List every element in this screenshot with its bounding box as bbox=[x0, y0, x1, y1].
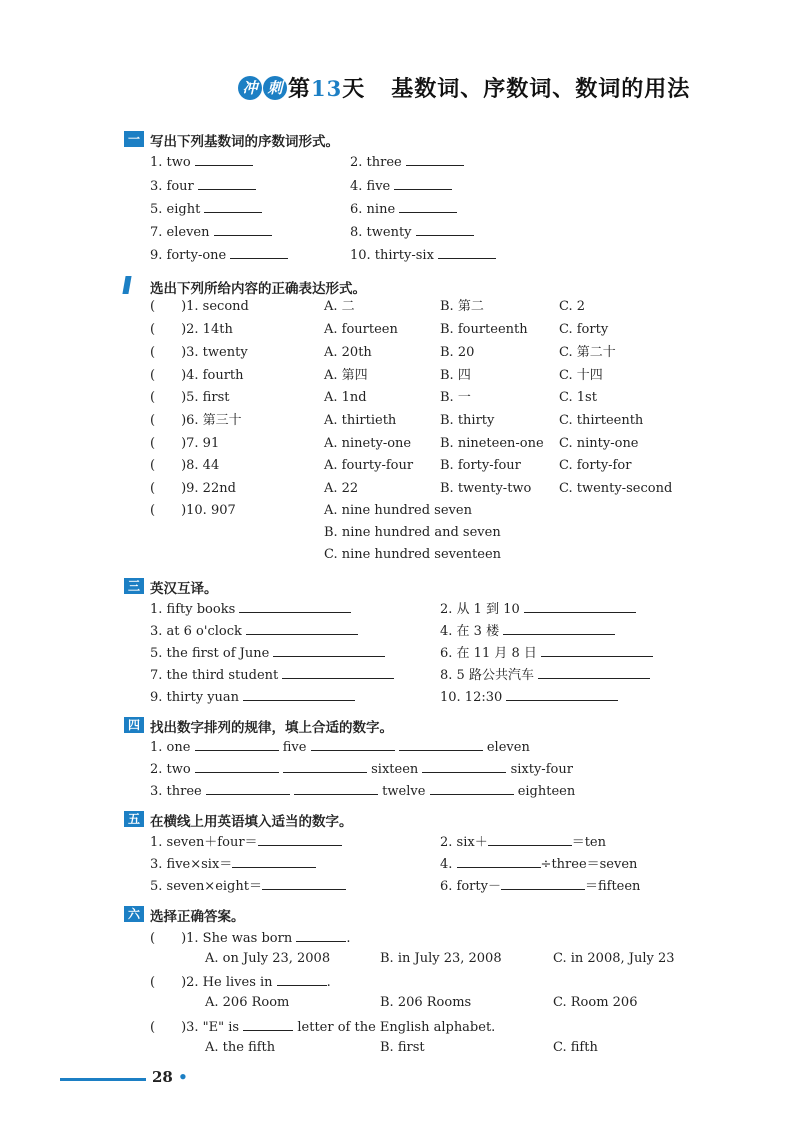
exercise-item: 2. six＋ ＝ten bbox=[440, 835, 606, 850]
section-badge: 三 bbox=[124, 578, 144, 594]
answer-blank[interactable] bbox=[195, 760, 279, 773]
exercise-item: 5. seven×eight＝ bbox=[150, 877, 346, 895]
option-c: C. 十四 bbox=[559, 368, 603, 383]
exercise-item: 3. five×six＝ bbox=[150, 855, 316, 873]
question-item: ( )5. first bbox=[150, 390, 230, 405]
answer-blank[interactable] bbox=[538, 666, 650, 679]
exercise-item: 3. three twelve eighteen bbox=[150, 784, 576, 799]
exercise-item: 8. twenty bbox=[350, 223, 474, 241]
question-item: ( )1. second bbox=[150, 299, 249, 314]
section-title: 英汉互译。 bbox=[150, 581, 218, 597]
section-badge: 一 bbox=[124, 131, 144, 147]
option-a: A. 206 Room bbox=[205, 995, 290, 1010]
exercise-item: 8. 5 路公共汽车 bbox=[440, 666, 650, 684]
answer-blank[interactable] bbox=[394, 177, 452, 190]
section-badge: 五 bbox=[124, 811, 144, 827]
option-c: C. forty-for bbox=[559, 458, 632, 473]
section-title: 选出下列所给内容的正确表达形式。 bbox=[150, 281, 366, 297]
badge-char: 刺 bbox=[263, 76, 287, 100]
option-a: A. 20th bbox=[324, 345, 372, 360]
exercise-item: 3. at 6 o'clock bbox=[150, 622, 358, 640]
section-title: 写出下列基数词的序数词形式。 bbox=[150, 134, 339, 150]
option-a: A. ninety-one bbox=[324, 436, 412, 451]
option-a: A. nine hundred seven bbox=[324, 503, 472, 518]
question-stem: ( )3. "E" is letter of the English alphabet. bbox=[150, 1020, 496, 1035]
option-a: A. 1nd bbox=[324, 390, 367, 405]
answer-blank[interactable] bbox=[277, 973, 327, 986]
answer-blank[interactable] bbox=[296, 929, 346, 942]
section-badge: 四 bbox=[124, 717, 144, 733]
exercise-item: 1. fifty books bbox=[150, 600, 351, 618]
option-b: B. 206 Rooms bbox=[380, 995, 472, 1010]
option-a: A. fourteen bbox=[324, 322, 398, 337]
answer-blank[interactable] bbox=[501, 877, 585, 890]
answer-blank[interactable] bbox=[204, 200, 262, 213]
option-b: B. in July 23, 2008 bbox=[380, 951, 502, 966]
option-c: C. in 2008, July 23 bbox=[553, 951, 675, 966]
answer-blank[interactable] bbox=[214, 223, 272, 236]
answer-blank[interactable] bbox=[524, 600, 636, 613]
option-b: B. 第二 bbox=[440, 299, 484, 314]
answer-blank[interactable] bbox=[422, 760, 506, 773]
question-item: ( )4. fourth bbox=[150, 368, 244, 383]
option-b: B. 20 bbox=[440, 345, 475, 360]
section-title: 找出数字排列的规律，填上合适的数字。 bbox=[150, 720, 393, 736]
section-title: 在横线上用英语填入适当的数字。 bbox=[150, 814, 353, 830]
option-b: B. nineteen-one bbox=[440, 436, 544, 451]
answer-blank[interactable] bbox=[399, 738, 483, 751]
option-c: C. ninty-one bbox=[559, 436, 639, 451]
exercise-item: 7. eleven bbox=[150, 223, 272, 241]
answer-blank[interactable] bbox=[294, 782, 378, 795]
question-item: ( )9. 22nd bbox=[150, 481, 236, 496]
exercise-item: 1. seven＋four＝ bbox=[150, 833, 342, 851]
answer-blank[interactable] bbox=[457, 855, 541, 868]
option-b: B. 四 bbox=[440, 368, 471, 383]
answer-blank[interactable] bbox=[206, 782, 290, 795]
exercise-item: 6. 在 11 月 8 日 bbox=[440, 644, 653, 662]
exercise-item: 10. thirty-six bbox=[350, 246, 496, 264]
answer-blank[interactable] bbox=[198, 177, 256, 190]
option-c: C. fifth bbox=[553, 1040, 598, 1055]
answer-blank[interactable] bbox=[243, 688, 355, 701]
question-item: ( )2. 14th bbox=[150, 322, 233, 337]
option-a: A. 第四 bbox=[324, 368, 368, 383]
exercise-item: 5. the first of June bbox=[150, 644, 385, 662]
answer-blank[interactable] bbox=[230, 246, 288, 259]
option-b: B. fourteenth bbox=[440, 322, 528, 337]
answer-blank[interactable] bbox=[430, 782, 514, 795]
page-number: 28 • bbox=[152, 1068, 188, 1086]
exercise-item: 7. the third student bbox=[150, 666, 394, 684]
answer-blank[interactable] bbox=[406, 153, 464, 166]
option-c: C. Room 206 bbox=[553, 995, 638, 1010]
exercise-item: 4. ÷three＝seven bbox=[440, 857, 638, 872]
exercise-item: 6. nine bbox=[350, 200, 457, 218]
option-b: B. forty-four bbox=[440, 458, 521, 473]
page-title: 第13天 基数词、序数词、数词的用法 bbox=[288, 76, 691, 102]
exercise-item: 10. 12:30 bbox=[440, 688, 618, 706]
exercise-item: 2. three bbox=[350, 153, 464, 171]
answer-blank[interactable] bbox=[416, 223, 474, 236]
exercise-item: 4. 在 3 楼 bbox=[440, 622, 615, 640]
answer-blank[interactable] bbox=[273, 644, 385, 657]
footer-rule bbox=[60, 1078, 146, 1081]
answer-blank[interactable] bbox=[258, 833, 342, 846]
option-b: B. nine hundred and seven bbox=[324, 525, 501, 540]
answer-blank[interactable] bbox=[262, 877, 346, 890]
option-a: A. the fifth bbox=[205, 1040, 276, 1055]
sprint-badge bbox=[238, 76, 287, 100]
question-item: ( )3. twenty bbox=[150, 345, 248, 360]
option-c: C. forty bbox=[559, 322, 609, 337]
question-item: ( )10. 907 bbox=[150, 503, 236, 518]
answer-blank[interactable] bbox=[399, 200, 457, 213]
exercise-item: 1. one five eleven bbox=[150, 740, 530, 755]
option-c: C. 第二十 bbox=[559, 345, 616, 360]
exercise-item: 1. two bbox=[150, 153, 253, 171]
question-stem: ( )2. He lives in . bbox=[150, 975, 331, 990]
exercise-item: 9. forty-one bbox=[150, 246, 288, 264]
exercise-item: 4. five bbox=[350, 177, 452, 195]
answer-blank[interactable] bbox=[311, 738, 395, 751]
answer-blank[interactable] bbox=[243, 1018, 293, 1031]
answer-blank[interactable] bbox=[488, 833, 572, 846]
answer-blank[interactable] bbox=[283, 760, 367, 773]
option-c: C. 2 bbox=[559, 299, 586, 314]
option-b: B. twenty-two bbox=[440, 481, 532, 496]
option-c: C. nine hundred seventeen bbox=[324, 547, 502, 562]
option-c: C. thirteenth bbox=[559, 413, 644, 428]
option-c: C. 1st bbox=[559, 390, 597, 405]
answer-blank[interactable] bbox=[506, 688, 618, 701]
answer-blank[interactable] bbox=[195, 738, 279, 751]
badge-char: 冲 bbox=[238, 76, 262, 100]
option-a: A. 二 bbox=[324, 299, 355, 314]
option-b: B. first bbox=[380, 1040, 425, 1055]
answer-blank[interactable] bbox=[195, 153, 253, 166]
exercise-item: 6. forty－ ＝fifteen bbox=[440, 879, 641, 894]
option-b: B. thirty bbox=[440, 413, 495, 428]
exercise-item: 2. two sixteen sixty-four bbox=[150, 762, 573, 777]
section-badge: 六 bbox=[124, 906, 144, 922]
question-item: ( )7. 91 bbox=[150, 436, 220, 451]
option-a: A. on July 23, 2008 bbox=[205, 951, 331, 966]
question-item: ( )8. 44 bbox=[150, 458, 220, 473]
exercise-item: 5. eight bbox=[150, 200, 262, 218]
exercise-item: 9. thirty yuan bbox=[150, 688, 355, 706]
answer-blank[interactable] bbox=[438, 246, 496, 259]
option-a: A. fourty-four bbox=[324, 458, 414, 473]
answer-blank[interactable] bbox=[246, 622, 358, 635]
exercise-item: 2. 从 1 到 10 bbox=[440, 600, 636, 618]
option-c: C. twenty-second bbox=[559, 481, 673, 496]
question-item: ( )6. 第三十 bbox=[150, 413, 242, 428]
option-a: A. thirtieth bbox=[324, 413, 397, 428]
answer-blank[interactable] bbox=[232, 855, 316, 868]
answer-blank[interactable] bbox=[503, 622, 615, 635]
option-a: A. 22 bbox=[324, 481, 359, 496]
option-b: B. 一 bbox=[440, 390, 471, 405]
exercise-item: 3. four bbox=[150, 177, 256, 195]
section-badge bbox=[122, 276, 131, 294]
question-stem: ( )1. She was born . bbox=[150, 931, 351, 946]
section-title: 选择正确答案。 bbox=[150, 909, 245, 925]
answer-blank[interactable] bbox=[239, 600, 351, 613]
answer-blank[interactable] bbox=[541, 644, 653, 657]
answer-blank[interactable] bbox=[282, 666, 394, 679]
